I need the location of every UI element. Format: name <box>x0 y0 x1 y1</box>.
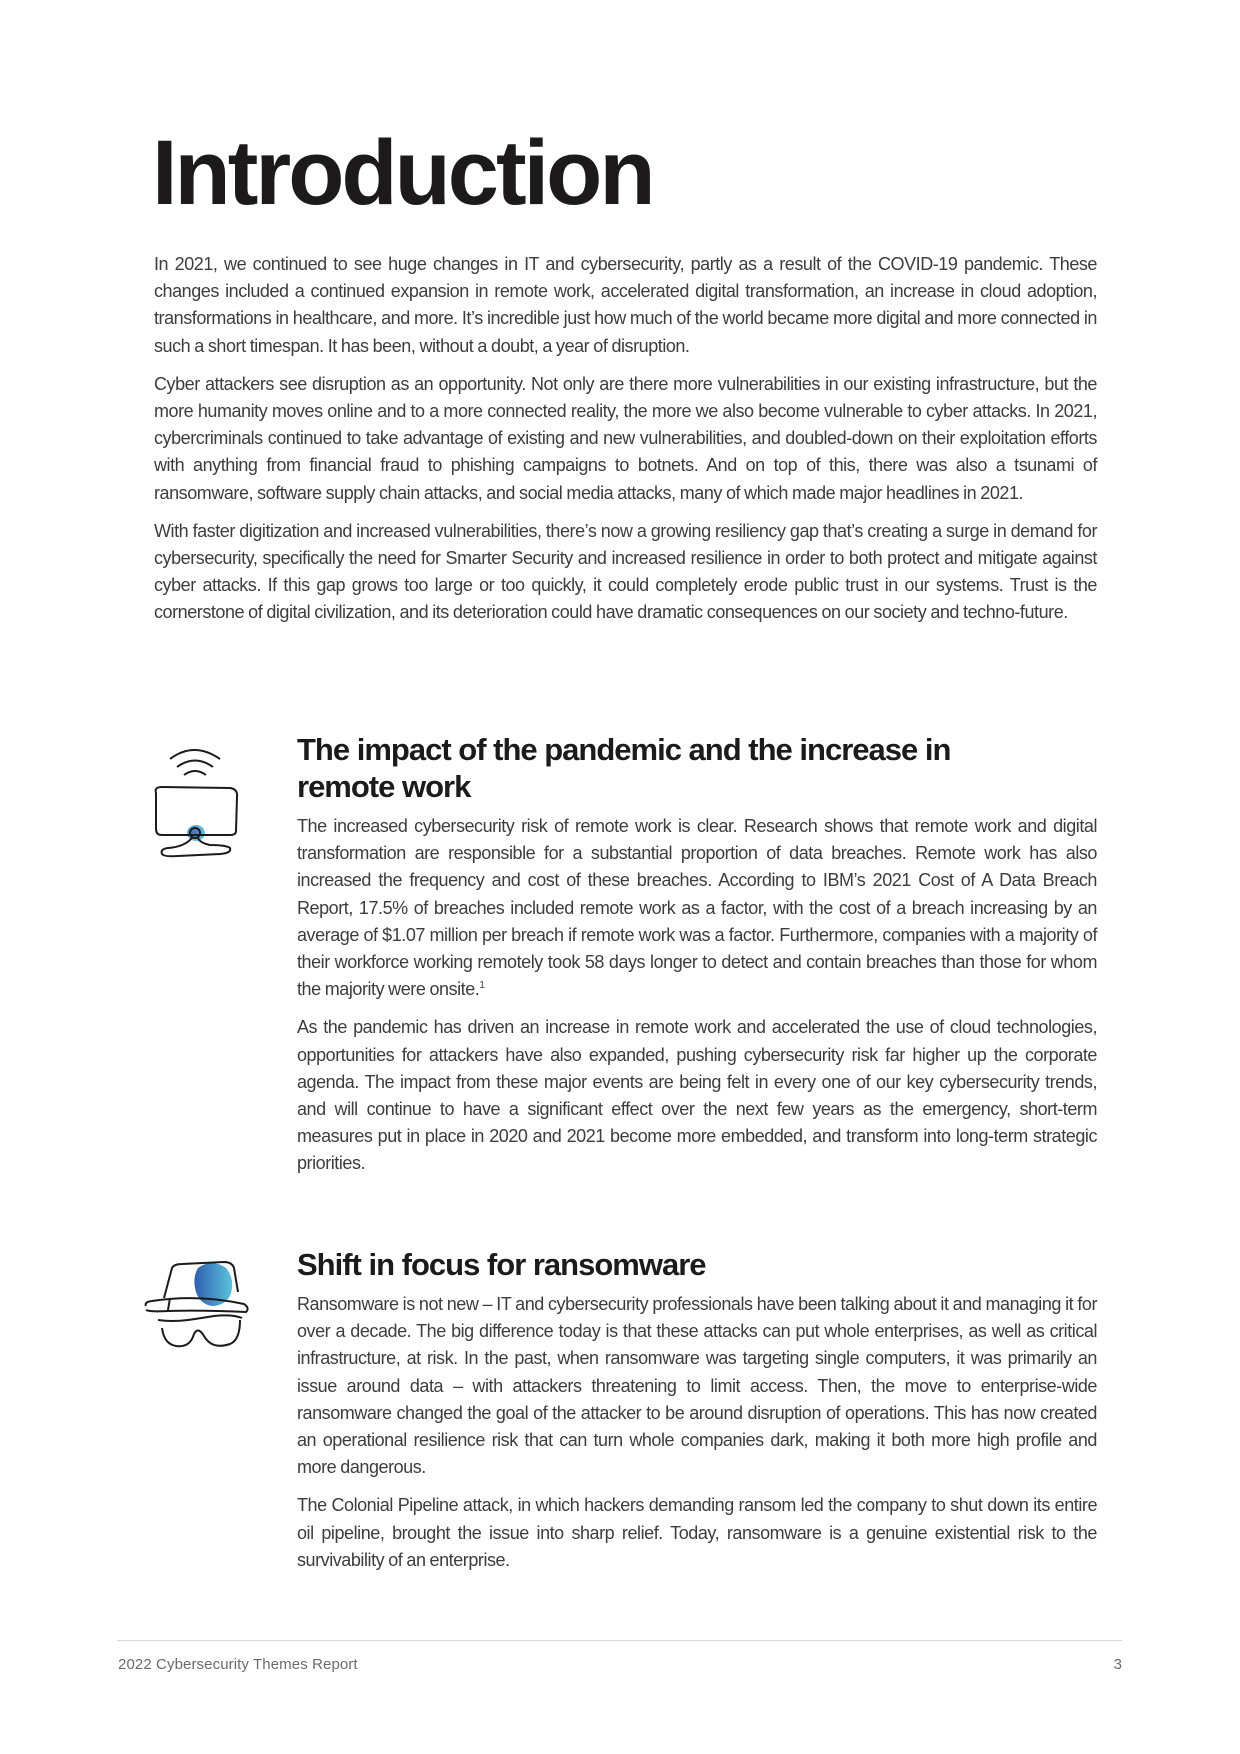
page-title: Introduction <box>152 122 653 224</box>
footer-report-title: 2022 Cybersecurity Themes Report <box>118 1656 358 1673</box>
incognito-hat-glasses-icon <box>142 1254 254 1354</box>
section-paragraph: As the pandemic has driven an increase in remote work and accelerated the use of cloud technologies, opportunities for attackers have also expanded, pushing cybersecurity risk far higher up the corporate agenda. The impact from these major events are being felt in every one of our key cybersecurity trends, and will continue to have a significant effect over the next few years as the emergency, short-term measures put in place in 2020 and 2021 become more embedded, and transform into long-term strategic priorities. <box>297 1017 1097 1174</box>
intro-paragraph: Cyber attackers see disruption as an opportunity. Not only are there more vulnerabilities in our existing infrastructure, but the more humanity moves online and to a more connected reality, the more we also become vulnerable to cyber attacks. In 2021, cybercriminals continued to take advantage of existing and new vulnerabilities, and doubled-down on their exploitation efforts with anything from financial fraud to phishing campaigns to botnets. And on top of this, there was also a tsunami of ransomware, software supply chain attacks, and social media attacks, many of which made major headlines in 2021. <box>154 373 1097 503</box>
section-content <box>297 1246 1097 1585</box>
section-paragraph <box>297 813 1097 1003</box>
section-heading: Shift in focus for ransomware <box>297 1247 706 1282</box>
section-content <box>297 731 1097 1189</box>
paragraph-text: The increased cybersecurity risk of remote work is clear. Research shows that remote work and digital transformation are responsible for a substantial proportion of data breaches. Remote work has also increased the frequency and cost of these breaches. According to IBM’s 2021 Cost of A Data Breach Report, 17.5% of breaches included remote work as a factor, with the cost of a breach increasing by an average of $1.07 million per breach if remote work was a factor. Furthermore, companies with a majority of their workforce working remotely took 58 days longer to detect and contain breaches than those for whom the majority were onsite. <box>297 816 1097 1000</box>
footnote-marker: 1 <box>479 980 485 992</box>
page-number: 3 <box>1113 1656 1122 1673</box>
footer-divider <box>117 1640 1122 1641</box>
remote-monitor-wifi-icon <box>148 737 244 859</box>
section-paragraph: The Colonial Pipeline attack, in which hackers demanding ransom led the company to shut down its entire oil pipeline, brought the issue into sharp relief. Today, ransomware is a genuine existential risk to the survivability of an enterprise. <box>297 1495 1097 1570</box>
section-paragraph: Ransomware is not new – IT and cybersecurity professionals have been talking about it and managing it for over a decade. The big difference today is that these attacks can put whole enterprises, as well as critical infrastructure, at risk. In the past, when ransomware was targeting single computers, it was primarily an issue around data – with attackers threatening to limit access. Then, the move to enterprise-wide ransomware changed the goal of the attacker to be around disruption of operations. This has now created an operational resilience risk that can turn whole companies dark, making it both more high profile and more dangerous. <box>297 1294 1097 1478</box>
intro-paragraph: In 2021, we continued to see huge changes in IT and cybersecurity, partly as a result of the COVID-19 pandemic. These changes included a continued expansion in remote work, accelerated digital transformation, an increase in cloud adoption, transformations in healthcare, and more. It’s incredible just how much of the world became more digital and more connected in such a short timespan. It has been, without a doubt, a year of disruption. <box>154 254 1097 356</box>
intro-paragraph: With faster digitization and increased vulnerabilities, there’s now a growing resiliency gap that’s creating a surge in demand for cybersecurity, specifically the need for Smarter Security and increased resilience in order to both protect and mitigate against cyber attacks. If this gap grows too large or too quickly, it could completely erode public trust in our systems. Trust is the cornerstone of digital civilization, and its deterioration could have dramatic consequences on our society and techno-future. <box>154 520 1097 623</box>
intro-body <box>154 251 1097 638</box>
section-heading: The impact of the pandemic and the increase in remote work <box>297 732 951 804</box>
